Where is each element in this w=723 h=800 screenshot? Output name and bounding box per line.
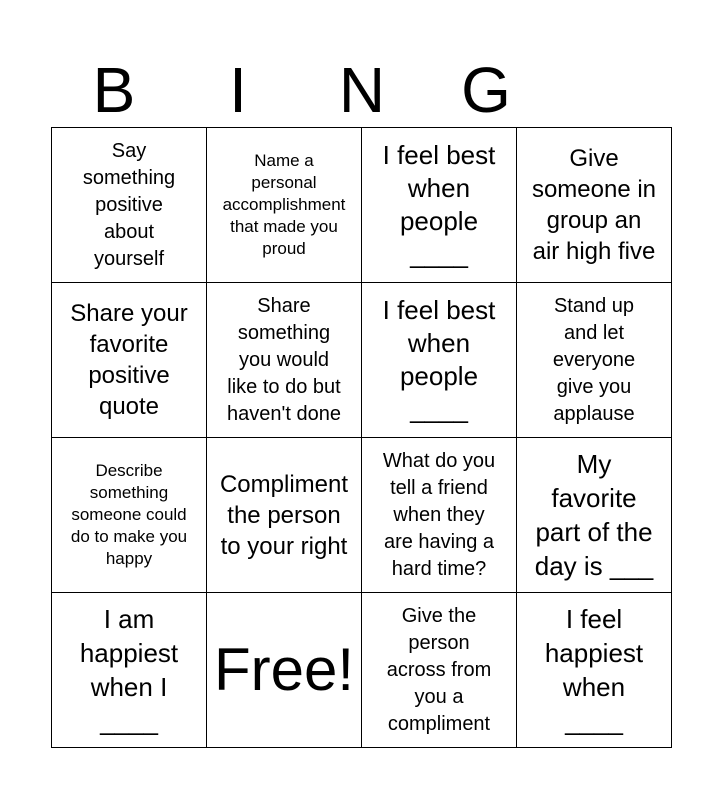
bingo-cell-2-2[interactable] — [207, 283, 362, 438]
cell-text: I am happiest when I ____ — [79, 604, 179, 736]
bingo-header — [52, 52, 672, 128]
bingo-cell-3-1[interactable] — [52, 438, 207, 593]
bingo-cell-1-1[interactable] — [52, 128, 207, 283]
cell-text: Name a personal accomplishment that made you proud — [222, 151, 346, 258]
cell-text: What do you tell a friend when they are having a hard time? — [382, 449, 496, 580]
cell-text: I feel best when people ____ — [382, 140, 496, 269]
cell-text: Share something you would like to do but haven't done — [227, 294, 341, 425]
bingo-cell-4-4[interactable] — [517, 593, 672, 748]
cell-text: Say something positive about yourself — [82, 139, 176, 270]
bingo-cell-2-1[interactable] — [52, 283, 207, 438]
header-letter-i: I — [229, 54, 247, 126]
free-space-text: Free! — [213, 636, 355, 703]
bingo-cell-2-4[interactable] — [517, 283, 672, 438]
header-letter-g: G — [461, 54, 511, 126]
bingo-cell-1-4[interactable] — [517, 128, 672, 283]
cell-text: Share your favorite positive quote — [70, 300, 188, 420]
bingo-cell-1-3[interactable] — [362, 128, 517, 283]
bingo-cell-3-4[interactable] — [517, 438, 672, 593]
bingo-cell-2-3[interactable] — [362, 283, 517, 438]
bingo-board — [51, 127, 672, 748]
bingo-cell-free[interactable] — [207, 593, 362, 748]
cell-text: Describe something someone could do to make you happy — [70, 461, 188, 568]
bingo-cell-3-3[interactable] — [362, 438, 517, 593]
header-letter-n: N — [338, 54, 386, 126]
cell-text: I feel best when people ____ — [382, 295, 496, 424]
cell-text: Stand up and let everyone give you applause — [552, 294, 636, 425]
cell-text: My favorite part of the day is ___ — [534, 449, 654, 581]
header-letter-b: B — [92, 54, 136, 126]
bingo-cell-3-2[interactable] — [207, 438, 362, 593]
cell-text: I feel happiest when ____ — [544, 604, 644, 736]
bingo-cell-1-2[interactable] — [207, 128, 362, 283]
cell-text: Give the person across from you a compliment — [386, 604, 492, 735]
cell-text: Compliment the person to your right — [219, 470, 349, 560]
bingo-cell-4-3[interactable] — [362, 593, 517, 748]
bingo-cell-4-1[interactable] — [52, 593, 207, 748]
cell-text: Give someone in group an air high five — [531, 145, 657, 265]
